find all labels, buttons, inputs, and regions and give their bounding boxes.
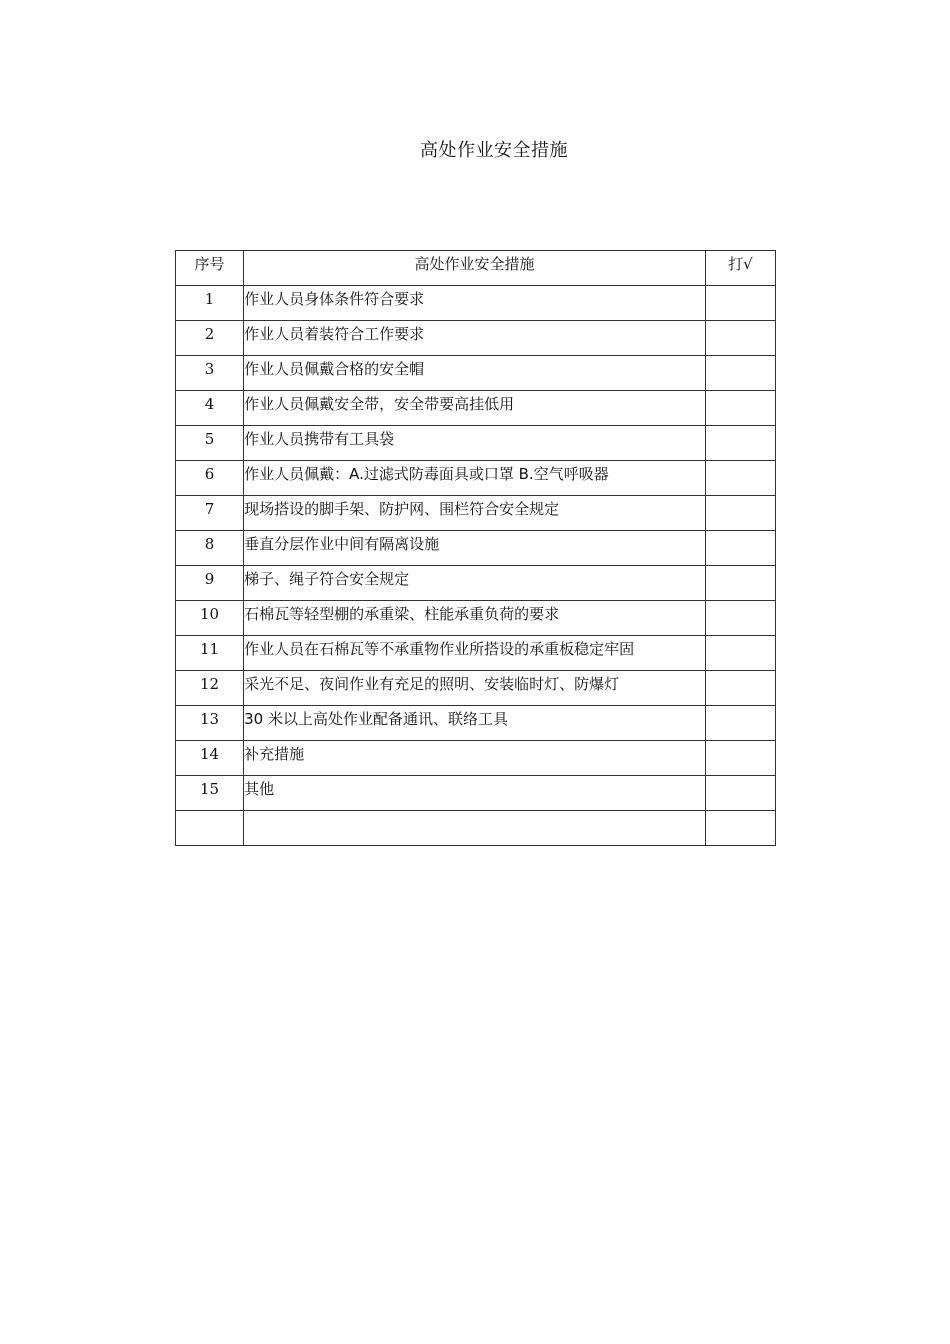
header-measure: 高处作业安全措施 (244, 251, 706, 286)
row-check-cell[interactable] (705, 811, 775, 846)
row-measure: 作业人员身体条件符合要求 (244, 286, 706, 321)
row-number: 6 (176, 461, 244, 496)
row-number: 10 (176, 601, 244, 636)
row-number: 12 (176, 671, 244, 706)
row-number: 8 (176, 531, 244, 566)
row-measure: 补充措施 (244, 741, 706, 776)
row-check-cell[interactable] (705, 636, 775, 671)
table-row (176, 426, 776, 461)
row-check-cell[interactable] (705, 601, 775, 636)
row-number (176, 811, 244, 846)
table-row (176, 286, 776, 321)
table-row (176, 566, 776, 601)
row-number: 1 (176, 286, 244, 321)
table-row (176, 636, 776, 671)
row-check-cell[interactable] (705, 496, 775, 531)
row-measure: 作业人员着装符合工作要求 (244, 321, 706, 356)
table-row (176, 706, 776, 741)
row-number: 2 (176, 321, 244, 356)
table-row (176, 391, 776, 426)
row-check-cell[interactable] (705, 776, 775, 811)
row-number: 11 (176, 636, 244, 671)
table-row (176, 741, 776, 776)
row-measure: 作业人员携带有工具袋 (244, 426, 706, 461)
table-row (176, 776, 776, 811)
row-check-cell[interactable] (705, 531, 775, 566)
row-check-cell[interactable] (705, 426, 775, 461)
row-check-cell[interactable] (705, 356, 775, 391)
table-row (176, 671, 776, 706)
row-measure: 其他 (244, 776, 706, 811)
table-row (176, 601, 776, 636)
header-check: 打√ (705, 251, 775, 286)
table-row (176, 496, 776, 531)
table-row-empty (176, 811, 776, 846)
row-measure: 作业人员佩戴：A.过滤式防毒面具或口罩 B.空气呼吸器 (244, 461, 706, 496)
row-measure: 采光不足、夜间作业有充足的照明、安装临时灯、防爆灯 (244, 671, 706, 706)
row-measure: 作业人员佩戴安全带，安全带要高挂低用 (244, 391, 706, 426)
row-measure: 作业人员佩戴合格的安全帽 (244, 356, 706, 391)
row-check-cell[interactable] (705, 391, 775, 426)
row-measure: 梯子、绳子符合安全规定 (244, 566, 706, 601)
header-number: 序号 (176, 251, 244, 286)
row-number: 15 (176, 776, 244, 811)
row-measure: 作业人员在石棉瓦等不承重物作业所搭设的承重板稳定牢固 (244, 636, 706, 671)
page-title: 高处作业安全措施 (420, 140, 568, 161)
row-number: 4 (176, 391, 244, 426)
row-check-cell[interactable] (705, 706, 775, 741)
table-row (176, 461, 776, 496)
row-number: 5 (176, 426, 244, 461)
row-check-cell[interactable] (705, 321, 775, 356)
row-number: 7 (176, 496, 244, 531)
row-check-cell[interactable] (705, 461, 775, 496)
row-number: 3 (176, 356, 244, 391)
row-measure: 石棉瓦等轻型棚的承重梁、柱能承重负荷的要求 (244, 601, 706, 636)
row-check-cell[interactable] (705, 741, 775, 776)
row-measure: 垂直分层作业中间有隔离设施 (244, 531, 706, 566)
table-row (176, 321, 776, 356)
row-measure: 现场搭设的脚手架、防护网、围栏符合安全规定 (244, 496, 706, 531)
row-check-cell[interactable] (705, 566, 775, 601)
safety-measures-table (175, 250, 776, 846)
row-number: 14 (176, 741, 244, 776)
row-measure: 30 米以上高处作业配备通讯、联络工具 (244, 706, 706, 741)
table-header-row (176, 251, 776, 286)
row-check-cell[interactable] (705, 671, 775, 706)
table-row (176, 356, 776, 391)
table-row (176, 531, 776, 566)
row-check-cell[interactable] (705, 286, 775, 321)
row-number: 9 (176, 566, 244, 601)
row-number: 13 (176, 706, 244, 741)
row-measure (244, 811, 706, 846)
